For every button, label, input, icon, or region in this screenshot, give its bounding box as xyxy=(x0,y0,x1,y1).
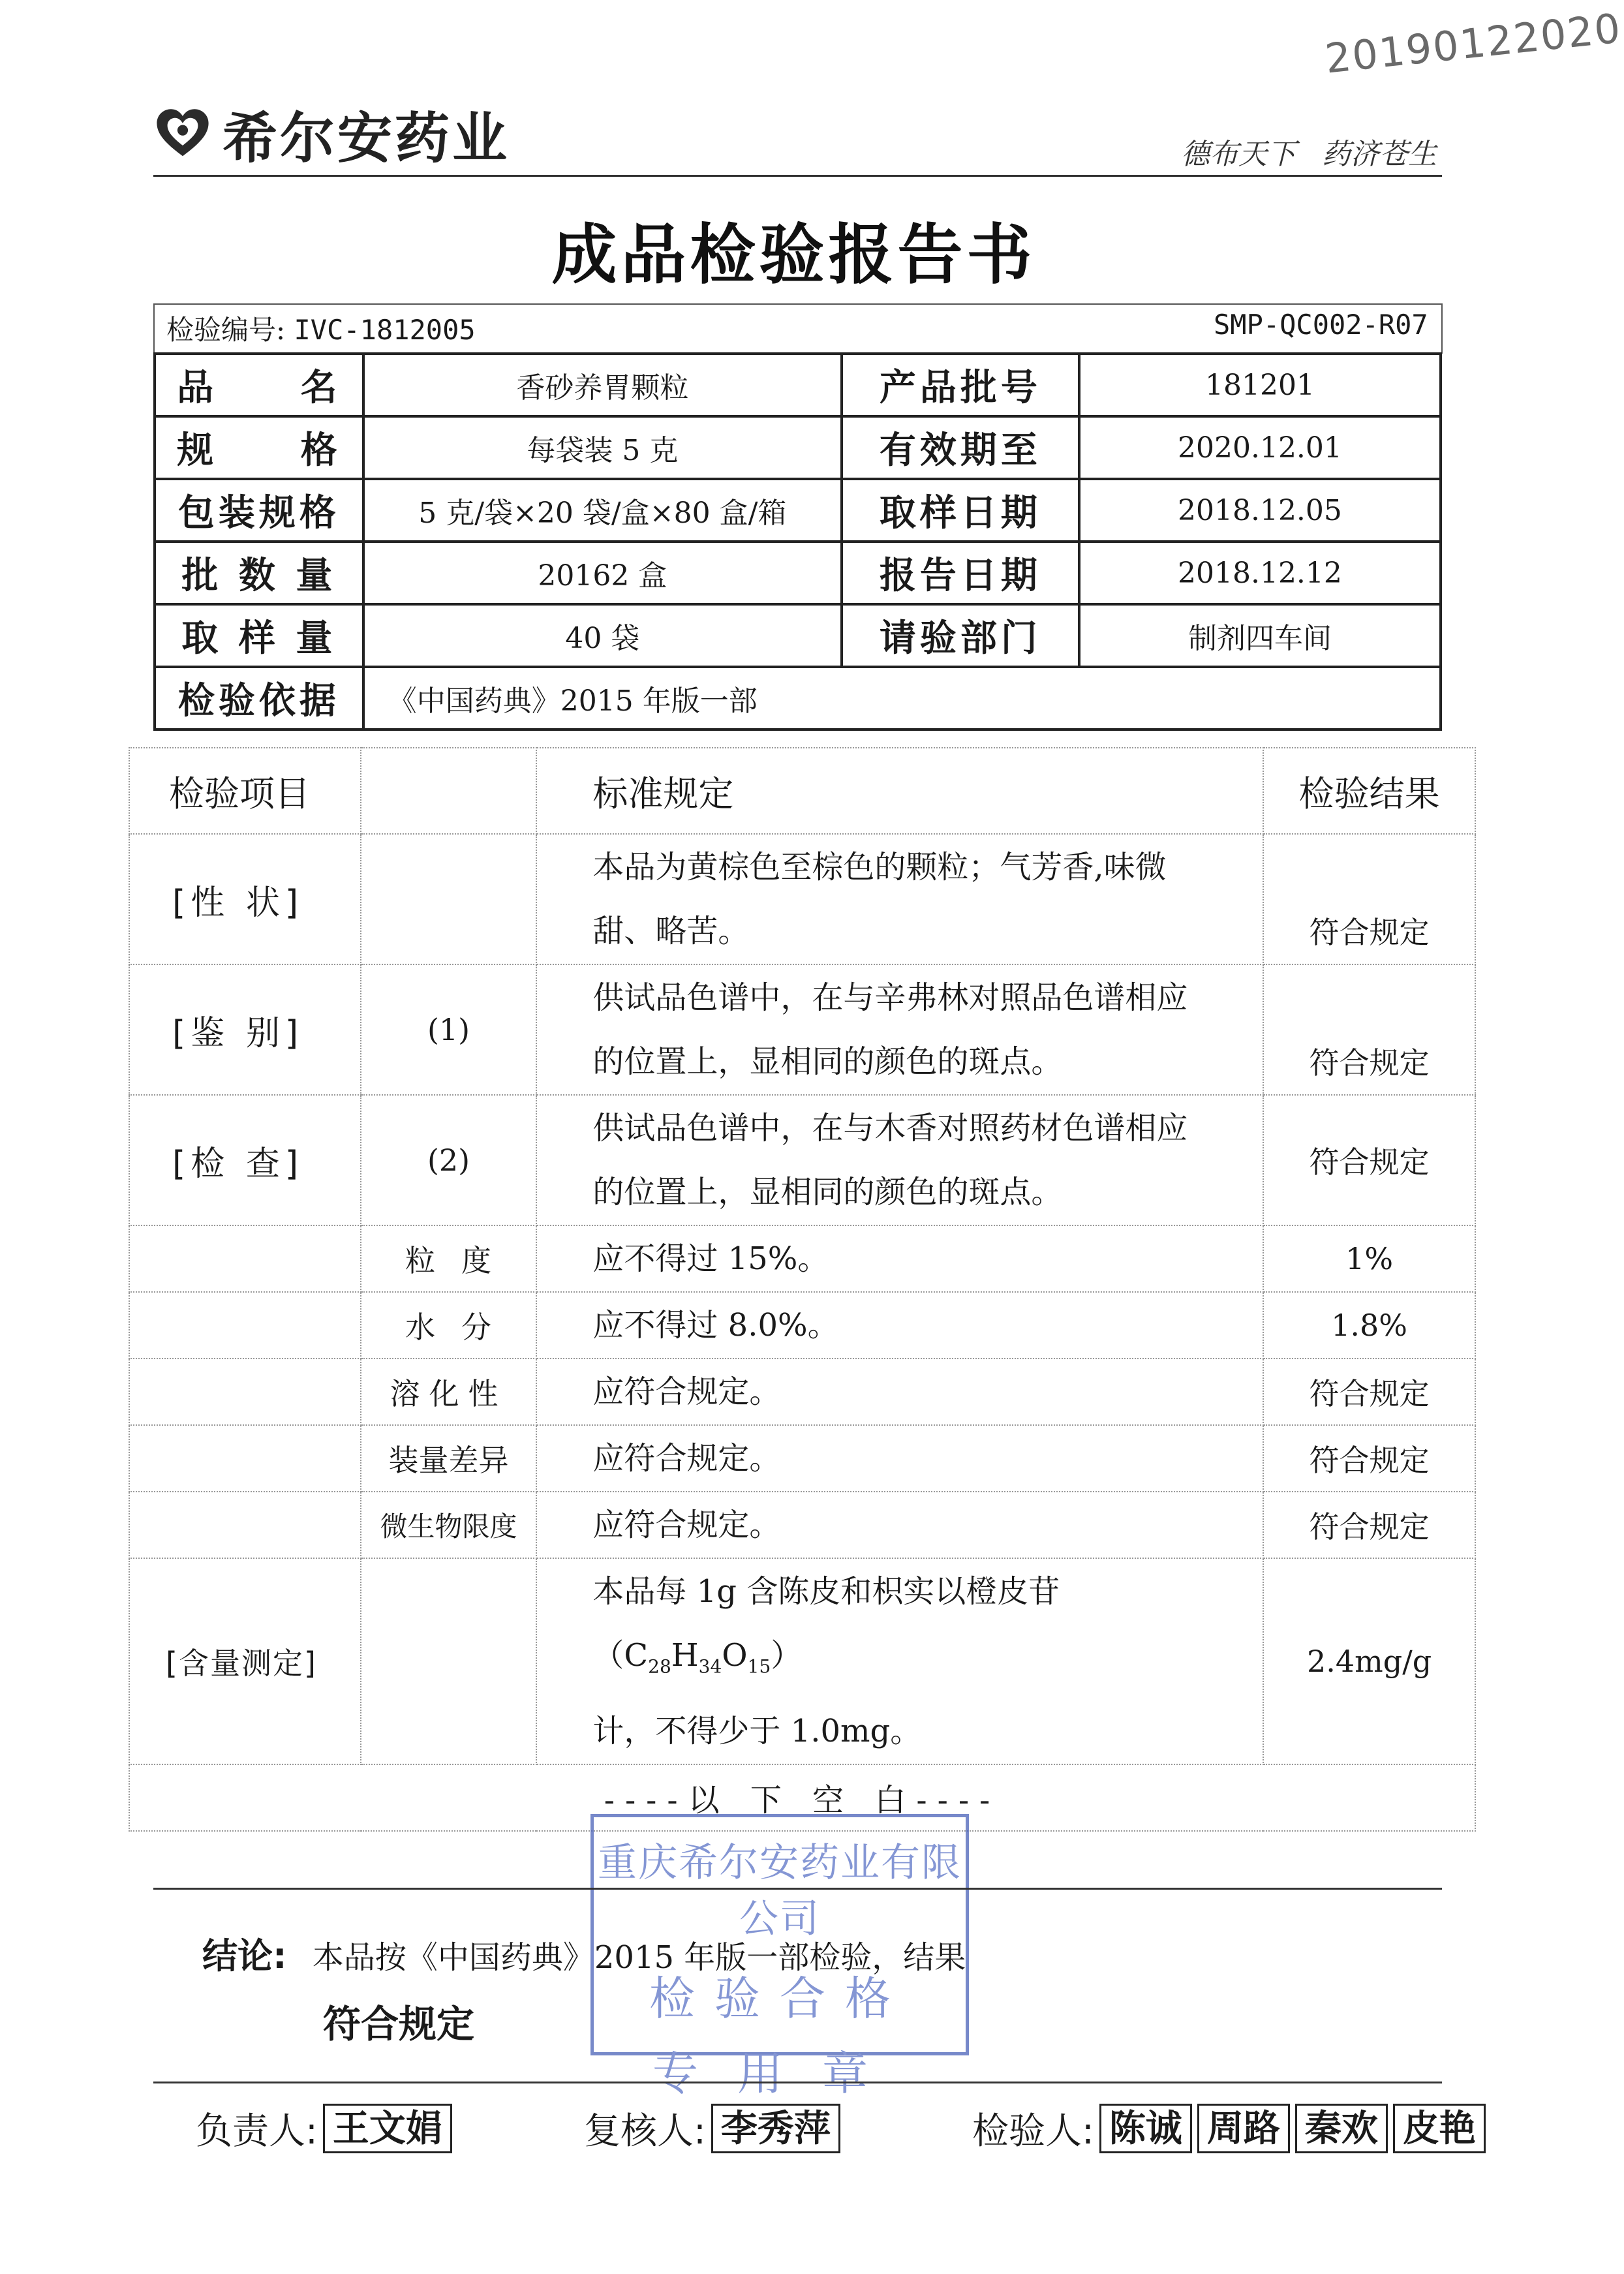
subitem-microbial: 微生物限度 xyxy=(361,1492,537,1558)
col-item-header: 检验项目 xyxy=(129,748,361,834)
reviewer-name: 李秀萍 xyxy=(711,2104,840,2153)
standard-line: 计，不得少于 1.0mg。 xyxy=(592,1712,922,1749)
col-result-header: 检验结果 xyxy=(1263,748,1475,834)
sample-qty-label: 取 样 量 xyxy=(155,604,363,667)
subitem-moisture: 水分 xyxy=(361,1292,537,1359)
stamp-line2: 检验合格 xyxy=(649,1972,910,2025)
table-row xyxy=(129,834,1475,964)
test-results-table xyxy=(129,747,1476,1832)
slogan: 德布天下 药济苍生 xyxy=(1181,138,1437,171)
inspector-name: 皮艳 xyxy=(1393,2104,1486,2153)
inspector-label: 检验人: xyxy=(972,2110,1094,2153)
table-row xyxy=(155,542,1441,604)
standard-cell xyxy=(536,834,1263,964)
subscript: 15 xyxy=(747,1655,771,1678)
result-cell: 2.4mg/g xyxy=(1263,1558,1475,1764)
subitem-cell xyxy=(361,1558,537,1764)
package-value: 5 克/袋×20 袋/盒×80 盒/箱 xyxy=(363,479,842,542)
responsible-label: 负责人: xyxy=(196,2110,318,2153)
result-cell: 1% xyxy=(1263,1225,1475,1292)
spec-value: 每袋装 5 克 xyxy=(363,416,842,479)
table-row xyxy=(129,964,1475,1095)
batch-qty-label: 批 数 量 xyxy=(155,542,363,604)
category-character: [性 状] xyxy=(129,834,361,964)
expiry-label: 有效期至 xyxy=(842,416,1079,479)
standard-line: 本品为黄棕色至棕色的颗粒；气芳香,味微 xyxy=(592,849,1167,885)
reviewer-label: 复核人: xyxy=(584,2110,706,2153)
inspection-number-label: 检验编号: xyxy=(166,314,286,346)
standard-line xyxy=(592,1560,1262,1699)
handwritten-note: 20190122020 xyxy=(1323,4,1624,83)
batch-no-label: 产品批号 xyxy=(842,354,1079,416)
responsible-name: 王文娟 xyxy=(323,2104,452,2153)
result-cell: 1.8% xyxy=(1263,1292,1475,1359)
formula-part: O xyxy=(722,1637,748,1674)
table-row xyxy=(155,479,1441,542)
dept-value: 制剂四车间 xyxy=(1079,604,1441,667)
batch-qty-value: 20162 盒 xyxy=(363,542,842,604)
result-cell: 符合规定 xyxy=(1263,1359,1475,1425)
basis-value: 《中国药典》2015 年版一部 xyxy=(363,667,1441,730)
report-date-label: 报告日期 xyxy=(842,542,1079,604)
table-row xyxy=(155,667,1441,730)
category-identification: [鉴 别] xyxy=(129,964,361,1095)
table-row xyxy=(129,1558,1475,1764)
category-cell xyxy=(129,1359,361,1425)
header-divider xyxy=(153,175,1442,177)
inspector-name: 秦欢 xyxy=(1295,2104,1388,2153)
product-name-label: 品 名 xyxy=(155,354,363,416)
standard-line: 的位置上，显相同的颜色的斑点。 xyxy=(592,1174,1063,1210)
page-title: 成品检验报告书 xyxy=(551,217,1036,293)
sampling-date-value: 2018.12.05 xyxy=(1079,479,1441,542)
expiry-value: 2020.12.01 xyxy=(1079,416,1441,479)
responsible-signature xyxy=(196,2102,452,2155)
inspector-signature xyxy=(972,2102,1486,2155)
batch-no-value: 181201 xyxy=(1079,354,1441,416)
conclusion-result: 符合规定 xyxy=(323,2002,475,2046)
product-info-table xyxy=(153,352,1442,731)
table-row xyxy=(129,1225,1475,1292)
basis-label: 检验依据 xyxy=(155,667,363,730)
result-cell: 符合规定 xyxy=(1263,1425,1475,1492)
inspection-number xyxy=(166,309,476,348)
product-name-value: 香砂养胃颗粒 xyxy=(363,354,842,416)
formula-part: ） xyxy=(771,1637,803,1674)
table-row xyxy=(155,354,1441,416)
result-cell: 符合规定 xyxy=(1263,1492,1475,1558)
result-cell: 符合规定 xyxy=(1263,1095,1475,1225)
sampling-date-label: 取样日期 xyxy=(842,479,1079,542)
result-cell: 符合规定 xyxy=(1263,834,1475,964)
subscript: 34 xyxy=(698,1655,722,1678)
category-cell xyxy=(129,1492,361,1558)
subitem-cell: (1) xyxy=(361,964,537,1095)
inspector-name: 陈诚 xyxy=(1099,2104,1192,2153)
conclusion-divider xyxy=(153,1888,1442,1890)
subitem-granularity: 粒度 xyxy=(361,1225,537,1292)
table-header-row xyxy=(129,748,1475,834)
blank-below-marker: ----以 下 空 白---- xyxy=(129,1764,1475,1831)
subscript: 28 xyxy=(648,1655,671,1678)
category-inspection: [检 查] xyxy=(129,1095,361,1225)
stamp-line3: 专用章 xyxy=(652,2047,907,2100)
standard-cell xyxy=(536,964,1263,1095)
result-cell: 符合规定 xyxy=(1263,964,1475,1095)
package-label: 包装规格 xyxy=(155,479,363,542)
col-standard-header: 标准规定 xyxy=(536,748,1263,834)
formula-part: H xyxy=(671,1637,699,1674)
category-cell xyxy=(129,1225,361,1292)
standard-line: 甜、略苦。 xyxy=(592,913,750,949)
stamp-company: 重庆希尔安药业有限公司 xyxy=(598,1840,962,1942)
standard-line: 的位置上，显相同的颜色的斑点。 xyxy=(592,1043,1063,1080)
sample-qty-value: 40 袋 xyxy=(363,604,842,667)
table-row xyxy=(129,1425,1475,1492)
reviewer-signature xyxy=(584,2102,840,2155)
subitem-cell xyxy=(361,834,537,964)
standard-cell: 应符合规定。 xyxy=(536,1425,1263,1492)
subitem-cell: (2) xyxy=(361,1095,537,1225)
dept-label: 请验部门 xyxy=(842,604,1079,667)
standard-cell: 应符合规定。 xyxy=(536,1359,1263,1425)
table-row xyxy=(155,604,1441,667)
conclusion-label: 结论: xyxy=(202,1935,287,1976)
standard-cell: 应不得过 8.0%。 xyxy=(536,1292,1263,1359)
inspection-number-value: IVC-1812005 xyxy=(294,314,476,346)
table-row xyxy=(129,1492,1475,1558)
category-cell xyxy=(129,1425,361,1492)
logo-text: 希尔安药业 xyxy=(222,106,510,170)
standard-cell: 应符合规定。 xyxy=(536,1492,1263,1558)
standard-line: 供试品色谱中，在与木香对照药材色谱相应 xyxy=(592,1110,1188,1146)
signature-divider xyxy=(153,2082,1442,2083)
category-cell xyxy=(129,1292,361,1359)
subitem-fill-variation: 装量差异 xyxy=(361,1425,537,1492)
table-row xyxy=(129,1292,1475,1359)
spec-label: 规 格 xyxy=(155,416,363,479)
category-assay: [含量测定] xyxy=(129,1558,361,1764)
inspector-name: 周路 xyxy=(1197,2104,1290,2153)
assay-text: 本品每 1g 含陈皮和枳实以橙皮苷（C xyxy=(592,1573,1060,1674)
company-logo xyxy=(153,98,510,170)
report-date-value: 2018.12.12 xyxy=(1079,542,1441,604)
conclusion-text: 本品按《中国药典》2015 年版一部检验，结果 xyxy=(312,1939,966,1976)
col-subitem-header xyxy=(361,748,537,834)
standard-cell: 应不得过 15%。 xyxy=(536,1225,1263,1292)
heart-logo-icon xyxy=(153,104,212,163)
standard-cell xyxy=(536,1095,1263,1225)
table-row xyxy=(155,416,1441,479)
conclusion xyxy=(202,1928,966,1978)
standard-cell xyxy=(536,1558,1263,1764)
table-row xyxy=(129,1095,1475,1225)
subitem-solubility: 溶化性 xyxy=(361,1359,537,1425)
form-code: SMP-QC002-R07 xyxy=(1214,309,1428,341)
table-row xyxy=(129,1359,1475,1425)
standard-line: 供试品色谱中，在与辛弗林对照品色谱相应 xyxy=(592,979,1188,1016)
